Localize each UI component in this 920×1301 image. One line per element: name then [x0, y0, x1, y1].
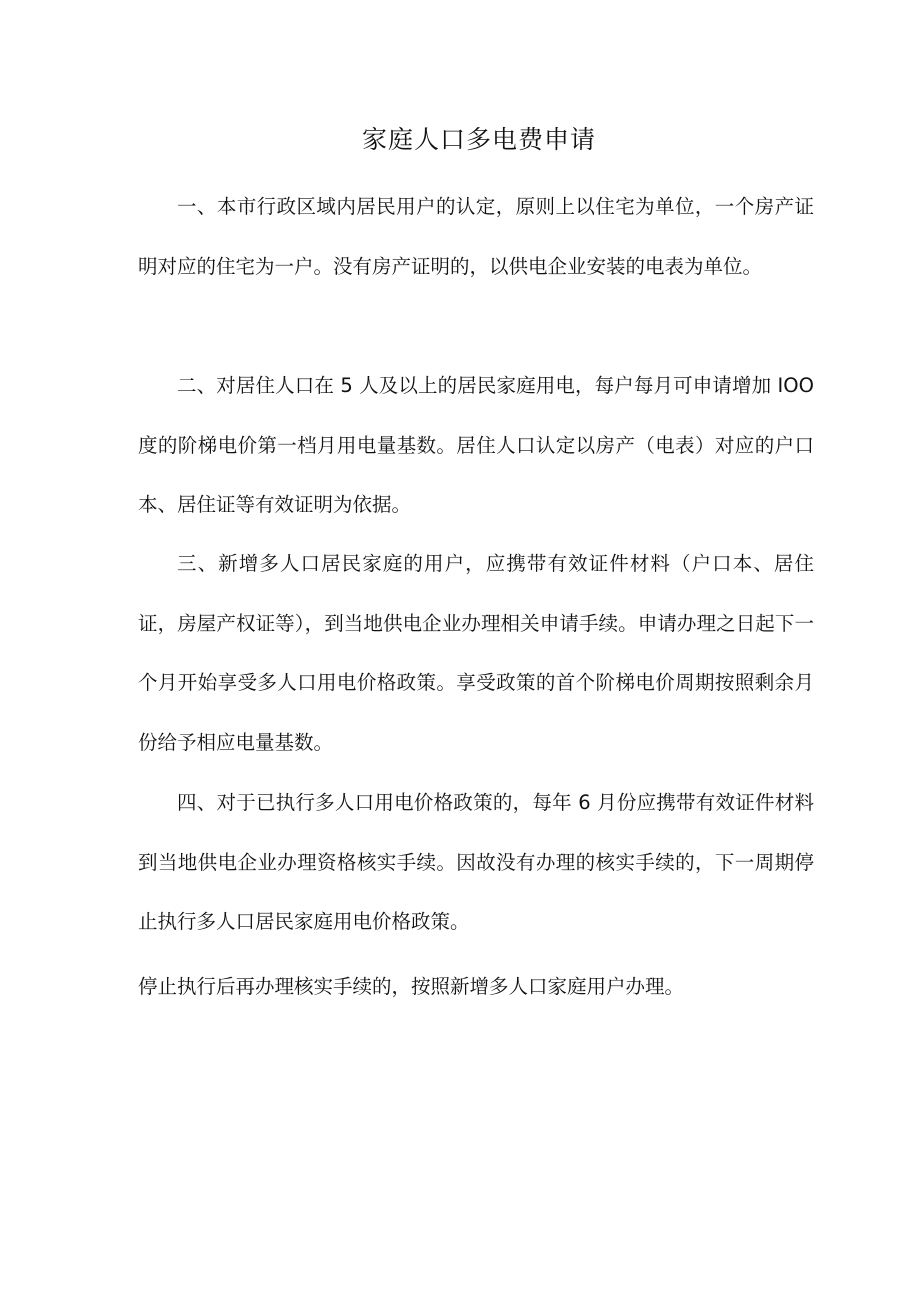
- paragraph-5: 停止执行后再办理核实手续的，按照新增多人口家庭用户办理。: [138, 975, 685, 998]
- paragraph-2: 二、对居住人口在 5 人及以上的居民家庭用电，每户每月可申请增加 IOO 度的阶梯电价第一档月用电量基数。居住人口认定以房产（电表）对应的户口本、居住证等有效证明为依据。: [138, 374, 814, 516]
- paragraph-4: 四、对于已执行多人口用电价格政策的，每年 6 月份应携带有效证件材料到当地供电企业办理资格核实手续。因故没有办理的核实手续的，下一周期停止执行多人口居民家庭用电价格政策。: [138, 791, 814, 933]
- paragraph-3: 三、新增多人口居民家庭的用户，应携带有效证件材料（户口本、居住证，房屋产权证等），到当地供电企业办理相关申请手续。申请办理之日起下一个月开始享受多人口用电价格政策。享受政策的首个阶梯电价周期按照剩余月份给予相应电量基数。: [138, 552, 814, 754]
- paragraph-1: 一、本市行政区域内居民用户的认定，原则上以住宅为单位，一个房产证明对应的住宅为一户。没有房产证明的，以供电企业安装的电表为单位。: [138, 195, 814, 278]
- document-title: 家庭人口多电费申请: [361, 125, 596, 154]
